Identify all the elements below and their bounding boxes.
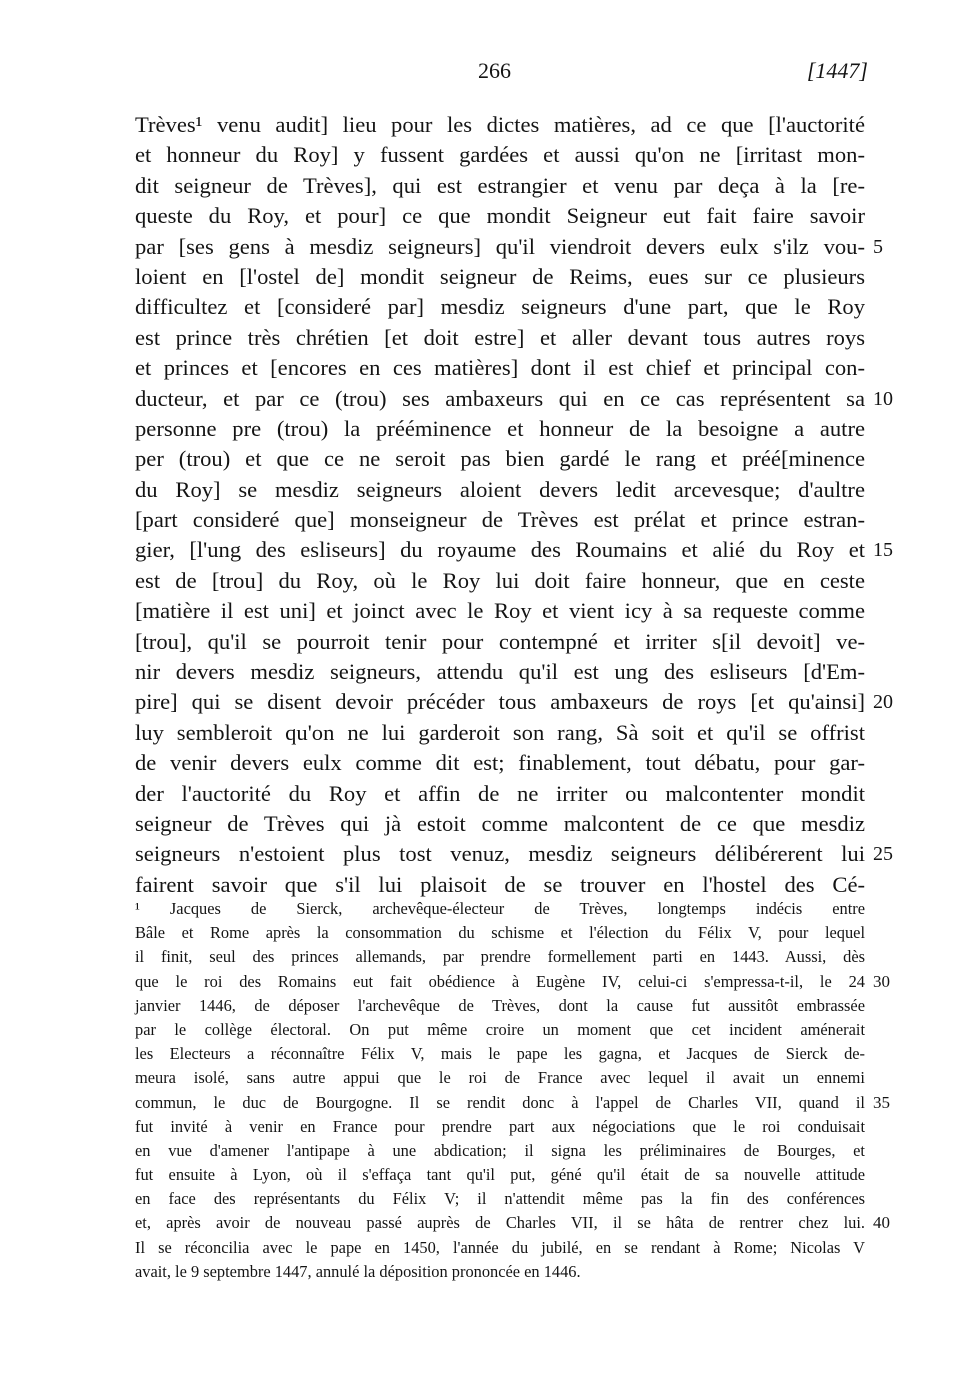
page-header [0,58,960,98]
footnote-line [135,1139,865,1163]
text-line-text: personne pre (trou) la prééminence et honneur de la besoigne a autre [135,415,865,441]
text-line-text: est de [trou] du Roy, où le Roy lui doit faire honneur, que en ceste [135,567,865,593]
footnote-line [135,945,865,969]
line-number: 40 [873,1213,890,1233]
text-line-text: nir devers mesdiz seigneurs, attendu qu'il est ung des esliseurs [d'Em- [135,659,865,685]
text-line-text: et honneur du Roy] y fussent gardées et aussi qu'on ne [irritast mon- [135,142,865,168]
line-number: 35 [873,1092,890,1112]
text-line [135,748,865,778]
text-line-text: [matière il est uni] et joinct avec le Roy et vient icy à sa requeste comme [135,598,865,624]
footnote-line [135,1066,865,1090]
text-line-text: queste du Roy, et pour] ce que mondit Seigneur eut fait faire savoir [135,203,865,229]
line-number: 25 [873,843,893,866]
text-line [135,262,865,292]
text-line [135,809,865,839]
text-line-text: ducteur, et par ce (trou) ses ambaxeurs qui en ce cas représentent sa [135,385,865,411]
text-line-text: Trèves¹ venu audit] lieu pour les dictes matières, ad ce que [l'auctorité [135,112,865,137]
text-line [135,475,865,505]
text-line [135,414,865,444]
footnote-line [135,994,865,1018]
footnote-line-text: les Electeurs a réconnaître Félix V, mais le pape les gagna, et Jacques de Sierck de- [135,1044,865,1064]
footnote-line-text: en vue d'amener l'antipape à une abdication; il signa les préliminaires de Bourges, et [135,1140,865,1160]
text-line [135,779,865,809]
text-line-text: fairent savoir que s'il lui plaisoit de se trouver en l'hostel des Cé- [135,871,865,897]
footnote-line [135,1211,890,1235]
footnote-line-text: Bâle et Rome après la consommation du schisme et l'élection du Félix V, pour lequel [135,923,865,943]
text-line [135,171,865,201]
line-number: 30 [873,971,890,991]
text-line-text: [trou], qu'il se pourroit tenir pour contempné et irriter s[il devoit] ve- [135,628,865,654]
footnote-line [135,1018,865,1042]
text-line [135,201,865,231]
text-line [135,444,865,474]
text-line-text: est prince très chrétien [et doit estre] et aller devant tous autres roys [135,324,865,350]
text-line-text: du Roy] se mesdiz seigneurs aloient devers ledit arcevesque; d'aultre [135,476,865,502]
text-line [135,535,893,565]
text-line [135,292,865,322]
text-line-text: et princes et [encores en ces matières] dont il est chief et principal con- [135,355,865,381]
line-number: 15 [873,539,893,562]
text-line-text: dit seigneur de Trèves], qui est estrangier et venu par deça à la [re- [135,172,865,198]
text-line-text: par [ses gens à mesdiz seigneurs] qu'il viendroit devers eulx s'ilz vou- [135,233,865,259]
footnote-line [135,1042,865,1066]
text-line [135,110,865,140]
footnote-line-text: fut invité à venir en France pour prendre part aux négociations que le roi conduisait [135,1116,865,1136]
footnote-line-text: et, après avoir de nouveau passé auprès de Charles VII, il se hâta de rentrer chez lui. [135,1213,865,1233]
page-number: 266 [478,58,511,83]
text-line [135,870,865,900]
footnote-line [135,1091,890,1115]
text-line [135,505,865,535]
footnote-line-text: que le roi des Romains eut fait obédience à Eugène IV, celui-ci s'empressa-t-il, le 24 [135,971,865,991]
running-head-year: [1447] [806,58,868,83]
text-line-text: der l'auctorité du Roy et affin de ne irriter ou malcontenter mondit [135,780,865,806]
footnote-line-text: commun, le duc de Bourgogne. Il se rendit donc à l'appel de Charles VII, quand il [135,1092,865,1112]
footnote-line-text: Il se réconcilia avec le pape en 1450, l'année du jubilé, en se rendant à Rome; Nicolas V [135,1237,865,1257]
text-line-text: luy sembleroit qu'on ne lui garderoit son rang, Sà soit et qu'il se offrist [135,719,865,745]
text-line [135,232,883,262]
footnote-line [135,897,865,921]
text-line [135,384,893,414]
footnote-line-text: janvier 1446, de déposer l'archevêque de Trèves, dont la cause fut aussitôt embrassée [135,995,865,1015]
text-line [135,566,865,596]
text-line [135,718,865,748]
footnote-line-text: fut ensuite à Lyon, où il s'effaça tant qu'il put, géné qu'il était de sa nouvelle attitude [135,1165,865,1185]
text-line-text: de venir devers eulx comme dit est; finablement, tout débatu, pour gar- [135,750,865,776]
text-line-text: seigneurs n'estoient plus tost venuz, mesdiz seigneurs délibérerent lui [135,841,865,867]
footnote-line-text: meura isolé, sans autre appui que le roi de France avec lequel il avait un ennemi [135,1068,865,1088]
text-line [135,657,865,687]
text-line [135,596,865,626]
footnote-line-text: ¹ Jacques de Sierck, archevêque-électeur de Trèves, longtemps indécis entre [135,899,865,918]
footnote-line [135,1115,865,1139]
footnote-line-text: en face des représentants du Félix V; il n'attendit même pas la fin des conférences [135,1189,865,1209]
footnote-line [135,1236,865,1260]
footnote-line-text: par le collège électoral. On put même croire un moment que cet incident aménerait [135,1019,865,1039]
footnotes [135,897,890,1284]
text-line-text: gier, [l'ung des esliseurs] du royaume des Roumains et alié du Roy et [135,537,865,563]
text-line-text: loient en [l'ostel de] mondit seigneur de Reims, eues sur ce plusieurs [135,263,865,289]
main-text [135,110,893,900]
text-line [135,140,865,170]
line-number: 10 [873,387,893,410]
footnote-line [135,970,890,994]
text-line [135,839,893,869]
footnote-line-text: avait, le 9 septembre 1447, annulé la déposition prononcée en 1446. [135,1261,581,1281]
footnote-line [135,1187,865,1211]
footnote-line [135,921,865,945]
footnote-line-text: il finit, seul des princes allemands, par prendre formellement parti en 1443. Aussi, dès [135,947,865,967]
footnote-line [135,1163,865,1187]
text-line-text: [part consideré que] monseigneur de Trèves est prélat et prince estran- [135,507,865,533]
text-line [135,627,865,657]
line-number: 20 [873,691,893,714]
text-line-text: seigneur de Trèves qui jà estoit comme malcontent de ce que mesdiz [135,810,865,836]
text-line-text: difficultez et [consideré par] mesdiz seigneurs d'une part, que le Roy [135,294,865,320]
footnote-line [135,1260,865,1284]
text-line [135,687,893,717]
line-number: 5 [873,235,883,258]
text-line [135,323,865,353]
text-line [135,353,865,383]
text-line-text: pire] qui se disent devoir précéder tous ambaxeurs de roys [et qu'ainsi] [135,689,865,715]
text-line-text: per (trou) et que ce ne seroit pas bien gardé le rang et préé[minence [135,446,865,472]
